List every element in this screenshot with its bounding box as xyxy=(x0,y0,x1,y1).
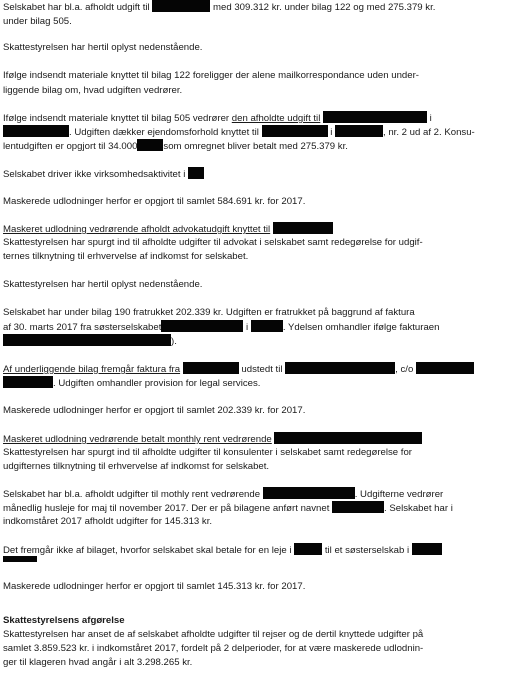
text-line: ternes tilknytning til erhvervelse af indkomst for selskabet. xyxy=(3,251,249,262)
redaction-block xyxy=(3,125,69,137)
text: med 309.312 kr. under bilag 122 og med 275.379 kr. xyxy=(213,2,436,13)
redaction-block xyxy=(332,501,384,513)
redaction-block xyxy=(3,334,171,346)
redaction-block xyxy=(335,125,383,137)
text-line: Skattestyrelsen har hertil oplyst nedenstående. xyxy=(3,42,203,53)
text-line xyxy=(3,334,177,350)
text: til et søsterselskab i xyxy=(324,545,410,556)
text-line: Skattestyrelsen har spurgt ind til afholdte udgifter til konsulenter i selskabet samt redegørelse for xyxy=(3,447,413,458)
underlined-heading: Maskeret udlodning vedrørende afholdt advokatudgift knyttet til xyxy=(3,224,271,235)
redaction-block xyxy=(412,543,442,555)
text-line: Skattestyrelsen har spurgt ind til afholdte udgifter til advokat i selskabet samt redegørelse for udgif- xyxy=(3,237,423,248)
text: Selskabet har bl.a. afholdt udgift til xyxy=(3,2,150,13)
redaction-block xyxy=(3,556,37,562)
text-line: Skattestyrelsen har anset de af selskabet afholdte udgifter til rejser og de dertil knyttede udgifter på xyxy=(3,629,424,640)
redaction-block xyxy=(161,320,243,332)
text: Ifølge indsendt materiale knyttet til bilag 505 vedrører xyxy=(3,113,230,124)
underlined-heading: Maskeret udlodning vedrørende betalt monthly rent vedrørende xyxy=(3,434,272,445)
text: lentudgiften er opgjort til 34.000 xyxy=(3,141,138,152)
text-line: Maskerede udlodninger herfor er opgjort til samlet 584.691 kr. for 2017. xyxy=(3,196,306,207)
underlined-text: Af underliggende bilag fremgår faktura fra xyxy=(3,364,181,375)
text: udstedt til xyxy=(241,364,283,375)
text: Selskabet har bl.a. afholdt udgifter til mothly rent vedrørende xyxy=(3,489,261,500)
redaction-block xyxy=(251,320,283,332)
redaction-block xyxy=(263,487,355,499)
text-line: Ifølge indsendt materiale knyttet til bilag 122 foreligger der alene mailkorrespondance uden under- xyxy=(3,70,419,81)
redaction-block xyxy=(285,362,395,374)
text-line: under bilag 505. xyxy=(3,16,72,27)
text-line: indkomståret 2017 afholdt udgifter for 145.313 kr. xyxy=(3,516,213,527)
text-line xyxy=(3,167,204,183)
text-line: udgifternes tilknytning til erhvervelse af indkomst for selskabet. xyxy=(3,461,270,472)
text-line: Maskerede udlodninger herfor er opgjort til samlet 202.339 kr. for 2017. xyxy=(3,405,306,416)
text-line: Selskabet har under bilag 190 fratrukket 202.339 kr. Udgiften er fratrukket på baggrund af faktura xyxy=(3,307,415,318)
text-line xyxy=(3,556,37,574)
text-line xyxy=(3,139,348,155)
text-line: Skattestyrelsen har hertil oplyst nedenstående. xyxy=(3,279,203,290)
redaction-block xyxy=(274,432,422,444)
redaction-block xyxy=(137,139,163,151)
text: i xyxy=(429,113,432,124)
text-line: samlet 3.859.523 kr. i indkomståret 2017, fordelt på 2 delperioder, for at være maskerede udlodnin- xyxy=(3,643,424,654)
redaction-block xyxy=(152,0,210,12)
text: . Selskabet har i xyxy=(384,503,453,514)
redaction-block xyxy=(262,125,328,137)
redaction-block xyxy=(294,543,322,555)
text: ). xyxy=(171,336,177,347)
text: Selskabet driver ikke virksomhedsaktivitet i xyxy=(3,169,186,180)
text-line xyxy=(3,0,435,16)
section-heading: Skattestyrelsens afgørelse xyxy=(3,615,125,626)
redaction-block xyxy=(323,111,427,123)
text-line: liggende bilag om, hvad udgiften vedrører. xyxy=(3,85,183,96)
text: i xyxy=(330,127,333,138)
text: . Ydelsen omhandler ifølge fakturaen xyxy=(282,322,440,333)
text-line xyxy=(3,376,260,392)
text: Det fremgår ikke af bilaget, hvorfor selskabet skal betale for en leje i xyxy=(3,545,292,556)
redaction-block xyxy=(3,376,53,388)
text-line xyxy=(3,543,442,559)
text: , c/o xyxy=(395,364,414,375)
text: som omregnet bliver betalt med 275.379 kr. xyxy=(163,141,348,152)
redaction-block xyxy=(188,167,204,179)
text: månedlig husleje for maj til november 2017. Der er på bilagene anført navnet xyxy=(3,503,330,514)
text: af 30. marts 2017 fra søsterselskabet xyxy=(3,322,162,333)
text: . Udgiften omhandler provision for legal services. xyxy=(53,378,261,389)
text-line: Maskerede udlodninger herfor er opgjort til samlet 145.313 kr. for 2017. xyxy=(3,581,306,592)
redaction-block xyxy=(183,362,239,374)
redaction-block xyxy=(416,362,474,374)
text: . Udgiften dækker ejendomsforhold knyttet til xyxy=(69,127,259,138)
text: . Udgifterne vedrører xyxy=(354,489,444,500)
text-line: ger til klageren hvad angår i alt 3.298.265 kr. xyxy=(3,657,193,668)
redaction-block xyxy=(273,222,333,234)
text: i xyxy=(246,322,249,333)
underlined-text: den afholdte udgift til xyxy=(231,113,321,124)
text: , nr. 2 ud af 2. Konsu- xyxy=(383,127,475,138)
